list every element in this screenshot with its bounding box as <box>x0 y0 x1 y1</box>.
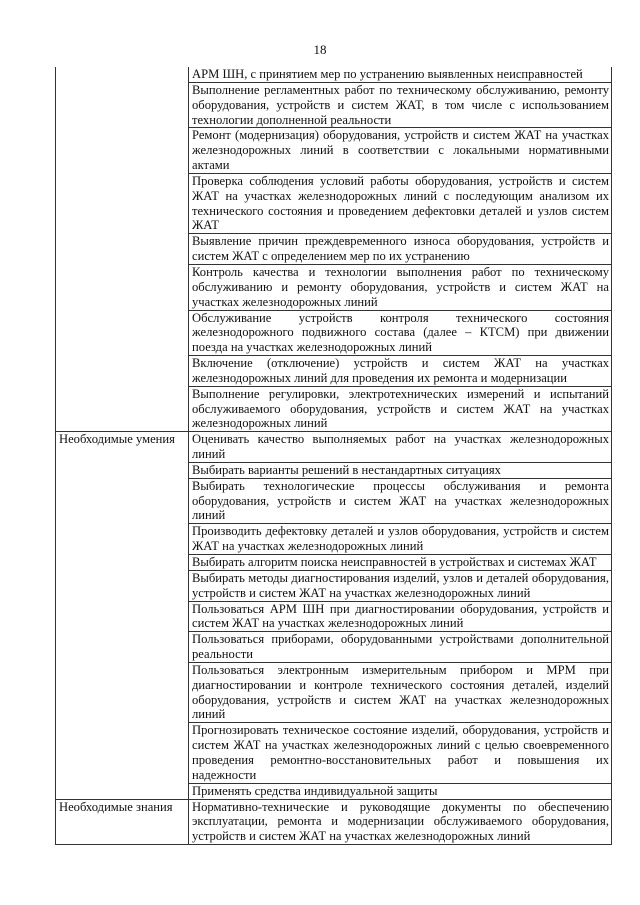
table-row <box>56 524 612 555</box>
table-row <box>56 128 612 174</box>
requirement-item: Включение (отключение) устройств и систем ЖАТ на участках железнодорожных линий для проведения их ремонта и модернизации <box>189 356 612 387</box>
table-row <box>56 799 612 845</box>
section-label-cell <box>56 173 189 233</box>
table-row <box>56 234 612 265</box>
table-row <box>56 555 612 571</box>
requirement-item: Нормативно-технические и руководящие документы по обеспечению эксплуатации, ремонта и модернизации обслуживаемого оборудования, устройств и систем ЖАТ на участках железнодорожных линий <box>189 799 612 845</box>
requirement-item: Производить дефектовку деталей и узлов оборудования, устройств и систем ЖАТ на участках железнодорожных линий <box>189 524 612 555</box>
requirement-item: Прогнозировать техническое состояние изделий, оборудования, устройств и систем ЖАТ на участках железнодорожных линий с целью своевременного проведения ремонтно-восстановительных работ и повышения их надежности <box>189 723 612 783</box>
requirement-item: Пользоваться приборами, оборудованными устройствами дополнительной реальности <box>189 632 612 663</box>
table-row <box>56 356 612 387</box>
section-label-cell <box>56 462 189 478</box>
section-label-cell <box>56 128 189 174</box>
requirement-item: Пользоваться электронным измерительным прибором и МРМ при диагностировании и контроле технического состояния деталей, изделий оборудования, устройств и систем ЖАТ на участках железнодорожных линий <box>189 662 612 722</box>
requirement-item: Пользоваться АРМ ШН при диагностировании оборудования, устройств и систем ЖАТ на участках железнодорожных линий <box>189 601 612 632</box>
page-number: 18 <box>313 42 327 57</box>
table-row <box>56 783 612 799</box>
section-label-cell <box>56 386 189 432</box>
section-label-cell <box>56 264 189 310</box>
table-row <box>56 67 612 82</box>
requirements-table-body <box>56 67 612 845</box>
requirement-item: Выбирать варианты решений в нестандартных ситуациях <box>189 462 612 478</box>
section-label-cell <box>56 310 189 356</box>
requirement-item: Выполнение регулировки, электротехнических измерений и испытаний обслуживаемого оборудования, устройств и систем ЖАТ на участках железнодорожных линий <box>189 386 612 432</box>
section-label-cell <box>56 799 189 845</box>
requirement-item: Выбирать технологические процессы обслуживания и ремонта оборудования, устройств и систем ЖАТ на участках железнодорожных линий <box>189 478 612 524</box>
section-label-cell <box>56 555 189 571</box>
section-label-cell <box>56 662 189 722</box>
table-row <box>56 310 612 356</box>
section-label-cell <box>56 570 189 601</box>
section-label-cell <box>56 356 189 387</box>
section-label-cell <box>56 478 189 524</box>
section-label-cell <box>56 632 189 663</box>
table-row <box>56 173 612 233</box>
section-label-cell <box>56 432 189 463</box>
table-row <box>56 386 612 432</box>
requirement-item: Обслуживание устройств контроля технического состояния железнодорожного подвижного состава (далее – КТСМ) при движении поезда на участках железнодорожных линий <box>189 310 612 356</box>
table-row <box>56 601 612 632</box>
section-label: Необходимые знания <box>59 799 173 814</box>
section-label-cell <box>56 234 189 265</box>
requirement-item: Проверка соблюдения условий работы оборудования, устройств и систем ЖАТ на участках железнодорожных линий с последующим анализом их технического состояния и проведением дефектовки деталей и узлов систем ЖАТ <box>189 173 612 233</box>
section-label-cell <box>56 82 189 128</box>
requirement-item: Ремонт (модернизация) оборудования, устройств и систем ЖАТ на участках железнодорожных линий в соответствии с локальными нормативными актами <box>189 128 612 174</box>
section-label: Необходимые умения <box>59 432 175 447</box>
section-label-cell <box>56 67 189 82</box>
section-label-cell <box>56 524 189 555</box>
section-label-cell <box>56 723 189 783</box>
requirement-item: Применять средства индивидуальной защиты <box>189 783 612 799</box>
table-row <box>56 632 612 663</box>
requirements-table <box>55 67 612 845</box>
requirement-item: Оценивать качество выполняемых работ на участках железнодорожных линий <box>189 432 612 463</box>
table-row <box>56 723 612 783</box>
table-row <box>56 264 612 310</box>
table-row <box>56 462 612 478</box>
table-row <box>56 570 612 601</box>
table-row <box>56 662 612 722</box>
section-label-cell <box>56 783 189 799</box>
requirement-item: Выбирать методы диагностирования изделий, узлов и деталей оборудования, устройств и систем ЖАТ на участках железнодорожных линий <box>189 570 612 601</box>
table-row <box>56 478 612 524</box>
table-row <box>56 432 612 463</box>
requirement-item: Контроль качества и технологии выполнения работ по техническому обслуживанию и ремонту оборудования, устройств и систем ЖАТ на участках железнодорожных линий <box>189 264 612 310</box>
requirement-item: Выполнение регламентных работ по техническому обслуживанию, ремонту оборудования, устройств и систем ЖАТ, в том числе с использованием технологии дополненной реальности <box>189 82 612 128</box>
requirement-item: Выбирать алгоритм поиска неисправностей в устройствах и системах ЖАТ <box>189 555 612 571</box>
requirement-item: Выявление причин преждевременного износа оборудования, устройств и систем ЖАТ с определением мер по их устранению <box>189 234 612 265</box>
section-label-cell <box>56 601 189 632</box>
requirement-item: АРМ ШН, с принятием мер по устранению выявленных неисправностей <box>189 67 612 82</box>
table-row <box>56 82 612 128</box>
